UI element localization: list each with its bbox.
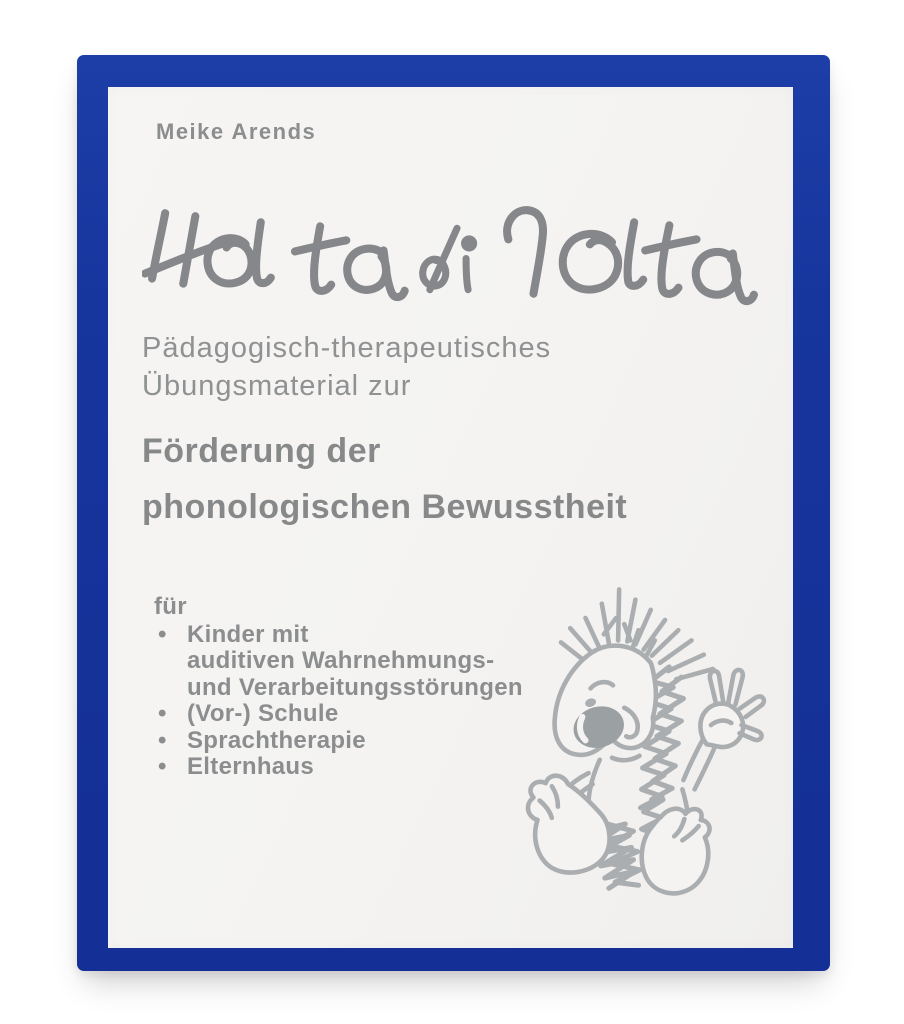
list-item-line: Sprachtherapie [187, 726, 366, 754]
bullet-icon: • [158, 753, 167, 780]
title-text [108, 87, 109, 88]
creature-arm-right [683, 670, 764, 789]
product-box [77, 55, 830, 971]
title-word-polta [507, 210, 754, 301]
main-heading [142, 423, 627, 535]
title-lettering [142, 191, 766, 329]
cover-panel [108, 87, 793, 948]
list-item-line: auditiven Wahrnehmungs- [187, 647, 495, 674]
list-item [154, 728, 523, 755]
list-item [154, 622, 523, 702]
subtitle-line: Übungsmaterial zur [142, 370, 412, 402]
list-item-line: und Verarbeitungsstörungen [187, 673, 523, 701]
list-item-line: Kinder mit [187, 620, 309, 648]
title-word-di [423, 228, 477, 289]
list-item [154, 754, 523, 781]
list-item [154, 701, 523, 728]
heading-line: Förderung der [142, 432, 381, 470]
list-item-line: (Vor-) Schule [187, 700, 339, 727]
bullet-icon: • [158, 620, 167, 648]
subtitle [142, 329, 551, 405]
list-item-line: Elternhaus [187, 753, 315, 780]
audience-label: für [154, 593, 187, 620]
author-name: Meike Arends [156, 119, 317, 144]
bullet-icon: • [158, 726, 167, 754]
subtitle-line: Pädagogisch-therapeutisches [142, 332, 552, 364]
audience-list [154, 594, 523, 781]
creature-illustration [510, 573, 816, 920]
heading-line: phonologischen Bewusstheit [142, 488, 628, 526]
title-word-holta [145, 213, 405, 297]
bullet-icon: • [158, 700, 167, 727]
